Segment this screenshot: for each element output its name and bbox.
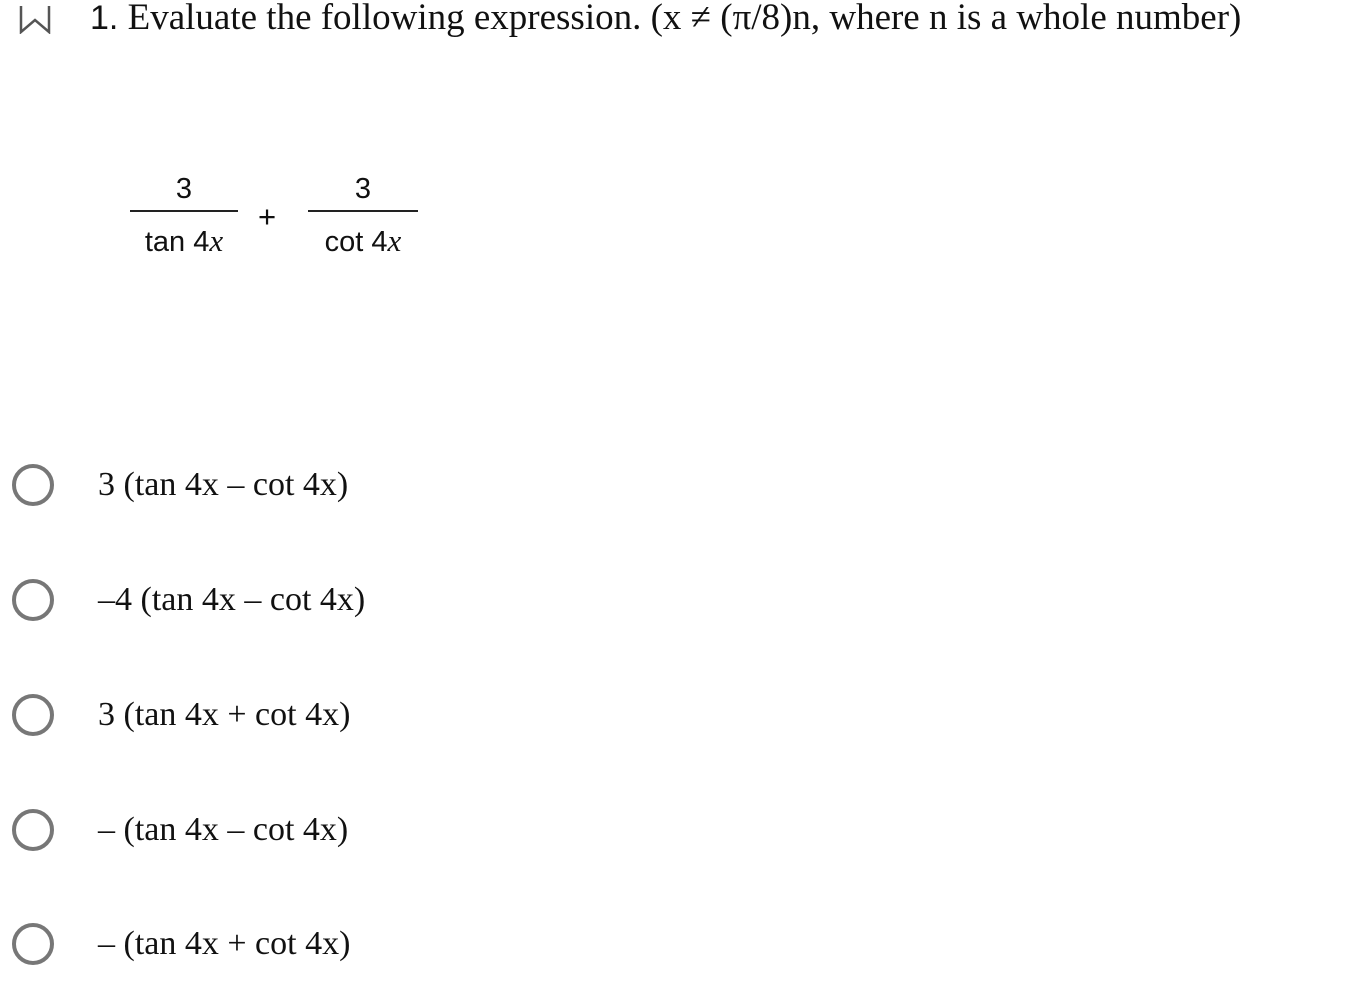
fraction-denominator: tan 4x (144, 223, 224, 258)
radio-button[interactable] (12, 694, 54, 736)
fraction-numerator: 3 (354, 173, 372, 205)
answer-option-2[interactable] (12, 574, 365, 626)
answer-option-3[interactable] (12, 689, 350, 741)
option-label: –4 (tan 4x – cot 4x) (98, 581, 366, 618)
math-expression (128, 168, 428, 278)
fraction-term-2 (308, 168, 418, 260)
answer-option-4[interactable] (12, 804, 348, 856)
option-label: 3 (tan 4x – cot 4x) (98, 466, 349, 503)
answer-option-5[interactable] (12, 918, 350, 970)
question-number: 1. (90, 0, 119, 37)
radio-button[interactable] (12, 579, 54, 621)
fraction-term-1 (130, 168, 238, 260)
radio-button[interactable] (12, 464, 54, 506)
question-text: Evaluate the following expression. (x ≠ (π/8)n, where n is a whole number) (127, 0, 1242, 38)
bookmark-outline-icon (18, 4, 52, 34)
radio-button[interactable] (12, 809, 54, 851)
fraction-denominator: cot 4x (324, 223, 402, 258)
bookmark-icon[interactable] (18, 4, 52, 34)
plus-operator: + (258, 199, 277, 234)
radio-button[interactable] (12, 923, 54, 965)
option-label: – (tan 4x + cot 4x) (98, 925, 351, 962)
fraction-numerator: 3 (175, 173, 193, 205)
option-label: 3 (tan 4x + cot 4x) (98, 696, 351, 733)
option-label: – (tan 4x – cot 4x) (98, 811, 349, 848)
question-title (90, 0, 1241, 38)
answer-option-1[interactable] (12, 459, 348, 511)
